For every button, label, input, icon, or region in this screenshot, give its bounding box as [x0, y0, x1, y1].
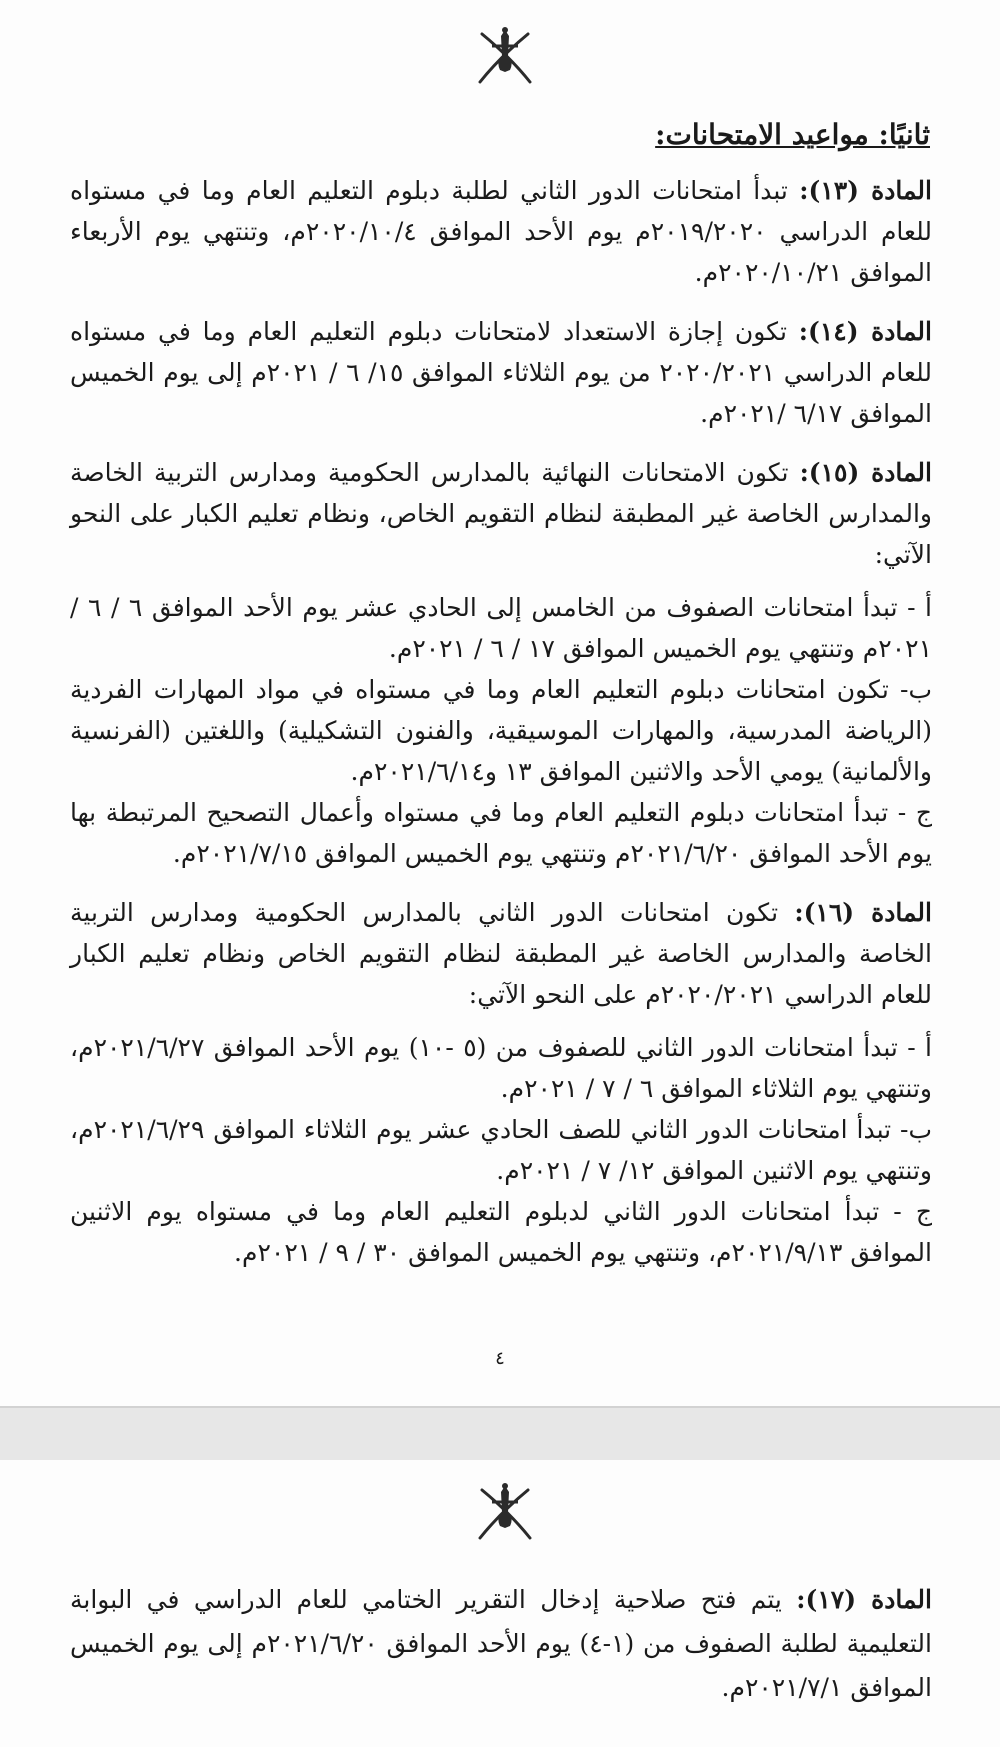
page-number: ٤	[495, 1348, 505, 1369]
article-text: تكون الامتحانات النهائية بالمدارس الحكومية ومدارس التربية الخاصة والمدارس الخاصة غير المطبقة لنظام التقويم الخاص، ونظام تعليم الكبار على النحو الآتي:	[70, 458, 932, 569]
emblem-icon	[470, 1478, 540, 1548]
article-text: تكون امتحانات الدور الثاني بالمدارس الحكومية ومدارس التربية الخاصة والمدارس الخاصة غير المطبقة لنظام التقويم الخاص ونظام تعليم الكبار للعام الدراسي ٢٠٢٠/٢٠٢١م على النحو الآتي:	[70, 898, 932, 1009]
list-item: أ - تبدأ امتحانات الصفوف من الخامس إلى الحادي عشر يوم الأحد الموافق ٦ / ٦ / ٢٠٢١م وتنتهي يوم الخميس الموافق ١٧ / ٦ / ٢٠٢١م.	[70, 593, 932, 663]
article-text: تكون إجازة الاستعداد لامتحانات دبلوم التعليم العام وما في مستواه للعام الدراسي ٢٠٢٠/٢٠٢١ من يوم الثلاثاء الموافق ١٥/ ٦ / ٢٠٢١م إلى يوم الخميس الموافق ٦/١٧ /٢٠٢١م.	[70, 317, 932, 428]
articles-content	[70, 170, 932, 1291]
article-label: المادة (١٧):	[796, 1585, 932, 1614]
article-label: المادة (١٥):	[799, 458, 932, 487]
article-16-items	[70, 1027, 932, 1273]
article-label: المادة (١٣):	[799, 176, 932, 205]
emblem-icon	[470, 22, 540, 92]
list-item: أ - تبدأ امتحانات الدور الثاني للصفوف من (٥ -١٠) يوم الأحد الموافق ٢٠٢١/٦/٢٧م، وتنتهي يوم الثلاثاء الموافق ٦ / ٧ / ٢٠٢١م.	[70, 1033, 932, 1103]
list-item: ج - تبدأ امتحانات الدور الثاني لدبلوم التعليم العام وما في مستواه يوم الاثنين الموافق ٢٠٢١/٩/١٣م، وتنتهي يوم الخميس الموافق ٣٠ / ٩ / ٢٠٢١م.	[70, 1197, 932, 1267]
list-item: ب- تكون امتحانات دبلوم التعليم العام وما في مستواه في مواد المهارات الفردية (الرياضة المدرسية، والمهارات الموسيقية، والفنون التشكيلية) واللغتين (الفرنسية والألمانية) يومي الأحد والاثنين الموافق ١٣ و٢٠٢١/٦/١٤م.	[70, 675, 932, 786]
article-text: تبدأ امتحانات الدور الثاني لطلبة دبلوم التعليم العام وما في مستواه للعام الدراسي ٢٠١٩/٢٠٢٠م يوم الأحد الموافق ٢٠٢٠/١٠/٤م، وتنتهي يوم الأربعاء الموافق ٢٠٢٠/١٠/٢١م.	[70, 176, 933, 287]
article-13	[70, 170, 932, 293]
article-14	[70, 311, 932, 434]
list-item: ب- تبدأ امتحانات الدور الثاني للصف الحادي عشر يوم الثلاثاء الموافق ٢٠٢١/٦/٢٩م، وتنتهي يوم الاثنين الموافق ١٢/ ٧ / ٢٠٢١م.	[70, 1115, 932, 1185]
article-text: يتم فتح صلاحية إدخال التقرير الختامي للعام الدراسي في البوابة التعليمية لطلبة الصفوف من (١-٤) يوم الأحد الموافق ٢٠٢١/٦/٢٠م إلى يوم الخميس الموافق ٢٠٢١/٧/١م.	[70, 1585, 932, 1702]
list-item: ج - تبدأ امتحانات دبلوم التعليم العام وما في مستواه وأعمال التصحيح المرتبطة بها يوم الأحد الموافق ٢٠٢١/٦/٢٠م وتنتهي يوم الخميس الموافق ٢٠٢١/٧/١٥م.	[70, 798, 932, 868]
article-15-items	[70, 587, 932, 874]
article-label: المادة (١٤):	[798, 317, 932, 346]
article-16	[70, 892, 932, 1273]
document-page-2	[0, 1460, 1000, 1747]
article-15	[70, 452, 932, 874]
article-17	[70, 1578, 932, 1710]
article-label: المادة (١٦):	[794, 898, 932, 927]
section-heading: ثانيًا: مواعيد الامتحانات:	[655, 118, 930, 151]
